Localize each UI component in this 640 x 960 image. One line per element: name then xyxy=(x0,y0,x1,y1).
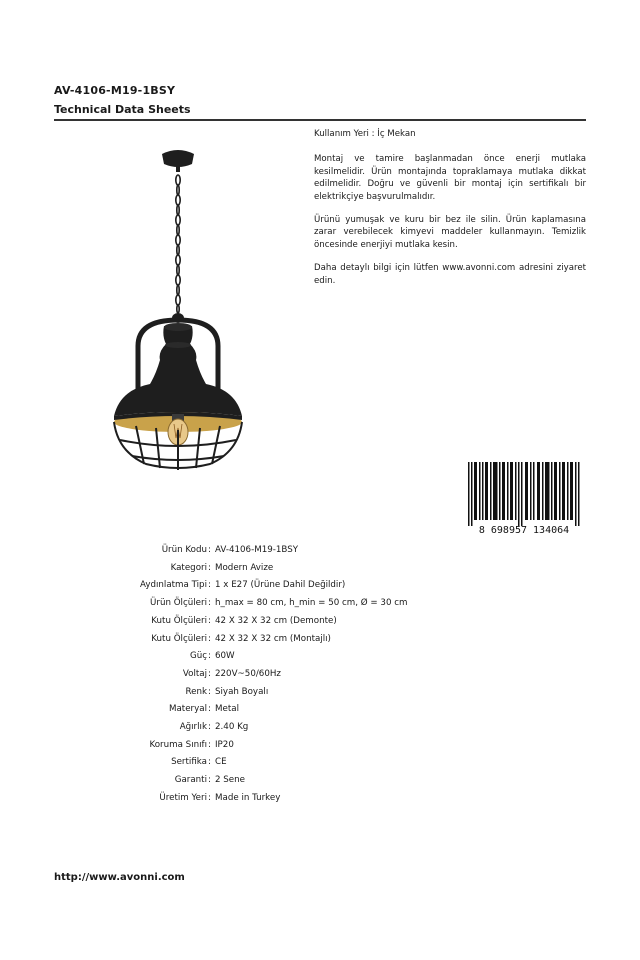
spec-row-color xyxy=(0,687,640,701)
spec-colon: : xyxy=(208,633,211,644)
spec-colon: : xyxy=(208,757,211,768)
spec-row-power xyxy=(0,651,640,665)
spec-colon: : xyxy=(208,562,211,573)
spec-colon: : xyxy=(208,704,211,715)
document-subtitle: Technical Data Sheets xyxy=(54,103,191,116)
spec-label: Koruma Sınıfı xyxy=(149,739,207,750)
spec-value: 220V~50/60Hz xyxy=(215,668,281,679)
spec-colon: : xyxy=(208,722,211,732)
spec-colon: : xyxy=(208,686,211,697)
spec-value: Made in Turkey xyxy=(215,792,281,803)
usage-line: Kullanım Yeri : İç Mekan xyxy=(314,129,416,139)
product-code-heading: AV-4106-M19-1BSY xyxy=(54,84,176,97)
spec-label: Voltaj xyxy=(182,668,207,679)
spec-label: Garanti xyxy=(174,775,207,786)
spec-colon: : xyxy=(208,775,211,786)
spec-row-protection-class xyxy=(0,740,640,754)
spec-label: Kategori xyxy=(170,562,207,573)
spec-label: Üretim Yeri xyxy=(159,792,207,803)
spec-value: Metal xyxy=(215,704,239,715)
spec-value: 2 Sene xyxy=(215,775,245,786)
spec-row-product-code xyxy=(0,545,640,559)
spec-row-product-dimensions xyxy=(0,598,640,612)
spec-value: Siyah Boyalı xyxy=(215,686,269,697)
spec-label: Sertifika xyxy=(171,757,207,768)
website-note: Daha detaylı bilgi için lütfen www.avonni.com adresini ziyaret edin. xyxy=(314,263,586,286)
spec-value: 42 X 32 X 32 cm (Demonte) xyxy=(215,615,337,626)
spec-label: Ürün Ölçüleri xyxy=(150,598,207,609)
spec-row-box-dimensions-assembled xyxy=(0,634,640,648)
spec-label: Materyal xyxy=(168,704,207,715)
info-block xyxy=(314,128,586,298)
spec-value: 42 X 32 X 32 cm (Montajlı) xyxy=(215,633,331,644)
spec-value: AV-4106-M19-1BSY xyxy=(215,545,299,555)
spec-colon: : xyxy=(208,739,211,750)
pendant-lamp-image xyxy=(106,146,250,476)
spec-row-category xyxy=(0,563,640,577)
spec-row-warranty xyxy=(0,775,640,789)
spec-value: 1 x E27 (Ürüne Dahil Değildir) xyxy=(215,580,346,591)
spec-row-certificate xyxy=(0,757,640,771)
spec-row-box-dimensions-knockdown xyxy=(0,616,640,630)
barcode-digits: 8 698957 134064 xyxy=(478,525,570,536)
spec-value: Modern Avize xyxy=(215,562,274,573)
spec-value: h_max = 80 cm, h_min = 50 cm, Ø = 30 cm xyxy=(215,598,408,609)
spec-colon: : xyxy=(208,545,211,555)
footer-website-link[interactable]: http://www.avonni.com xyxy=(54,872,185,883)
spec-row-material xyxy=(0,704,640,718)
header-divider xyxy=(54,119,586,121)
spec-label: Renk xyxy=(185,686,207,697)
spec-colon: : xyxy=(208,651,211,662)
spec-colon: : xyxy=(208,792,211,803)
product-barcode xyxy=(462,462,586,536)
spec-row-lighting-type xyxy=(0,580,640,594)
spec-value: IP20 xyxy=(215,739,234,750)
spec-row-voltage xyxy=(0,669,640,683)
spec-label: Ağırlık xyxy=(179,722,207,732)
spec-colon: : xyxy=(208,598,211,609)
barcode-bars xyxy=(462,462,586,536)
spec-row-weight xyxy=(0,722,640,736)
spec-value: 60W xyxy=(215,651,235,662)
spec-label: Ürün Kodu xyxy=(161,545,207,555)
spec-label: Güç xyxy=(189,651,207,662)
spec-value: CE xyxy=(215,757,227,768)
spec-colon: : xyxy=(208,580,211,591)
spec-row-origin xyxy=(0,793,640,807)
spec-value: 2.40 Kg xyxy=(215,722,249,732)
spec-label: Aydınlatma Tipi xyxy=(139,580,207,591)
spec-label: Kutu Ölçüleri xyxy=(151,633,207,644)
spec-label: Kutu Ölçüleri xyxy=(151,615,207,626)
spec-colon: : xyxy=(208,668,211,679)
spec-colon: : xyxy=(208,615,211,626)
cleaning-note: Ürünü yumuşak ve kuru bir bez ile silin. Ürün kaplamasına zarar verebilecek kimyevi maddeler kullanmayın. Temizlik öncesinde enerjiyi mutlaka kesin. xyxy=(314,215,586,250)
installation-note: Montaj ve tamire başlanmadan önce enerji mutlaka kesilmelidir. Ürün montajında topraklamaya mutlaka dikkat edilmelidir. Doğru ve güvenli bir montaj için sertifikalı bir elektrikçiye başvurulmalıdır. xyxy=(314,154,586,202)
